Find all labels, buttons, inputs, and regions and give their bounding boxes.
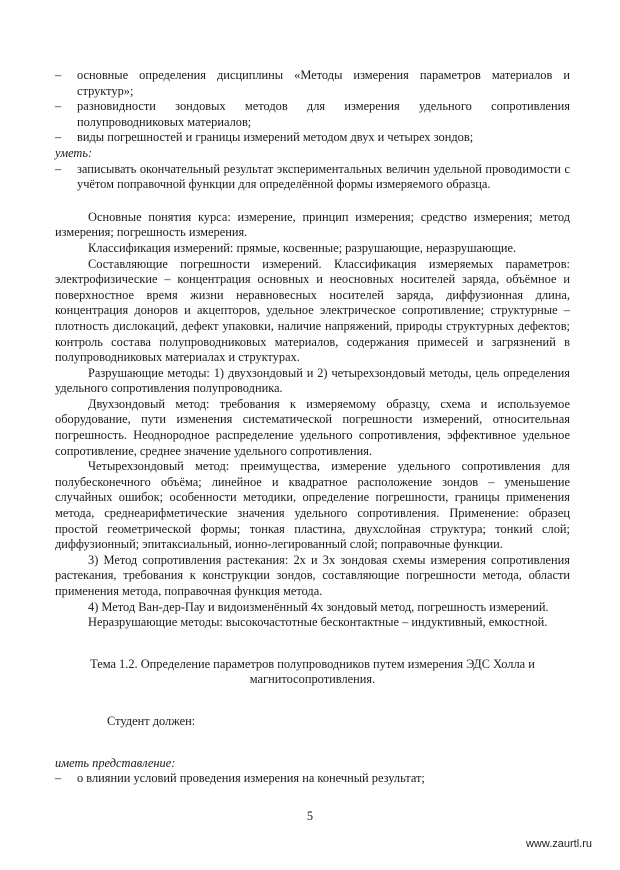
- list-item-text: виды погрешностей и границы измерений методом двух и четырех зондов;: [77, 130, 474, 145]
- list-item-text: о влиянии условий проведения измерения на конечный результат;: [77, 771, 425, 786]
- topic-heading: Тема 1.2. Определение параметров полупроводников путем измерения ЭДС Холла и магнитосопротивления.: [90, 656, 535, 687]
- list-item: [55, 162, 570, 193]
- list-dash: –: [55, 161, 62, 176]
- paragraph: Составляющие погрешности измерений. Классификация измеряемых параметров: электрофизические – концентрация основных и неосновных носителей заряда, объёмное и поверхностное время жизни неравновесных носителей заряда, диффузионная длина, концентрация доноров и акцепторов, удельное электрическое сопротивление; структурные – плотность дислокаций, дефект упаковки, наличие напряжений, природы структурных дефектов; контроль состава полупроводниковых материалов, содержания примесей и загрязнений в полупроводниковых материалах и структурах.: [55, 256, 570, 365]
- paragraph: 4) Метод Ван-дер-Пау и видоизменённый 4х зондовый метод, погрешность измерений.: [88, 599, 549, 614]
- list-item-text: разновидности зондовых методов для измерения удельного сопротивления полупроводниковых материалов;: [77, 99, 570, 129]
- document-body: [55, 68, 570, 787]
- list-item: [55, 99, 570, 130]
- imet-label: иметь представление:: [55, 755, 176, 770]
- watermark: www.zaurtl.ru: [525, 838, 592, 850]
- paragraph: Разрушающие методы: 1) двухзондовый и 2) четырехзондовый методы, цель определения удельного сопротивления полупроводника.: [55, 365, 570, 396]
- paragraph: Неразрушающие методы: высокочастотные бесконтактные – индуктивный, емкостной.: [88, 615, 548, 630]
- list-dash: –: [55, 130, 62, 145]
- list-item: [55, 68, 570, 99]
- student-label: Студент должен:: [107, 713, 196, 728]
- umet-label: уметь:: [55, 145, 93, 160]
- list-dash: –: [55, 99, 62, 114]
- list-item: [55, 130, 570, 146]
- paragraph: Четырехзондовый метод: преимущества, измерение удельного сопротивления для полубесконечного объёма; линейное и квадратное расположение зондов – уменьшение случайных ошибок; особенности методики, определение погрешности, границы применения метода, среднеарифметические значения удельного сопротивления. Применение: образец простой геометрической формы; тонкая пластина, двухслойная структура; тонкий слой; диффузионный; эпитаксиальный, ионно-легированный слой; поправочные функции.: [55, 459, 570, 552]
- list-item: [55, 771, 570, 787]
- paragraph: Основные понятия курса: измерение, принцип измерения; средство измерения; метод измерения; погрешность измерения.: [55, 209, 570, 240]
- list-item-text: основные определения дисциплины «Методы измерения параметров материалов и структур»;: [77, 68, 570, 98]
- list-dash: –: [55, 68, 62, 82]
- paragraph: 3) Метод сопротивления растекания: 2х и 3х зондовая схемы измерения сопротивления растекания, требования к конструкции зондов, составляющие погрешности метода, области применения метода, поправочная функция метода.: [55, 552, 570, 598]
- paragraph: Двухзондовый метод: требования к измеряемому образцу, схема и используемое оборудование, пути изменения систематической погрешности измерений, относительная погрешность. Неоднородное распределение удельного сопротивления, эффективное удельное сопротивление, среднее значение удельного сопротивления.: [55, 396, 570, 458]
- page-number: 5: [306, 809, 314, 823]
- list-item-text: записывать окончательный результат экспериментальных величин удельной проводимости с учётом поправочной функции для определённой формы измеряемого образца.: [77, 161, 570, 192]
- paragraph: Классификация измерений: прямые, косвенные; разрушающие, неразрушающие.: [88, 240, 517, 255]
- list-dash: –: [55, 771, 62, 786]
